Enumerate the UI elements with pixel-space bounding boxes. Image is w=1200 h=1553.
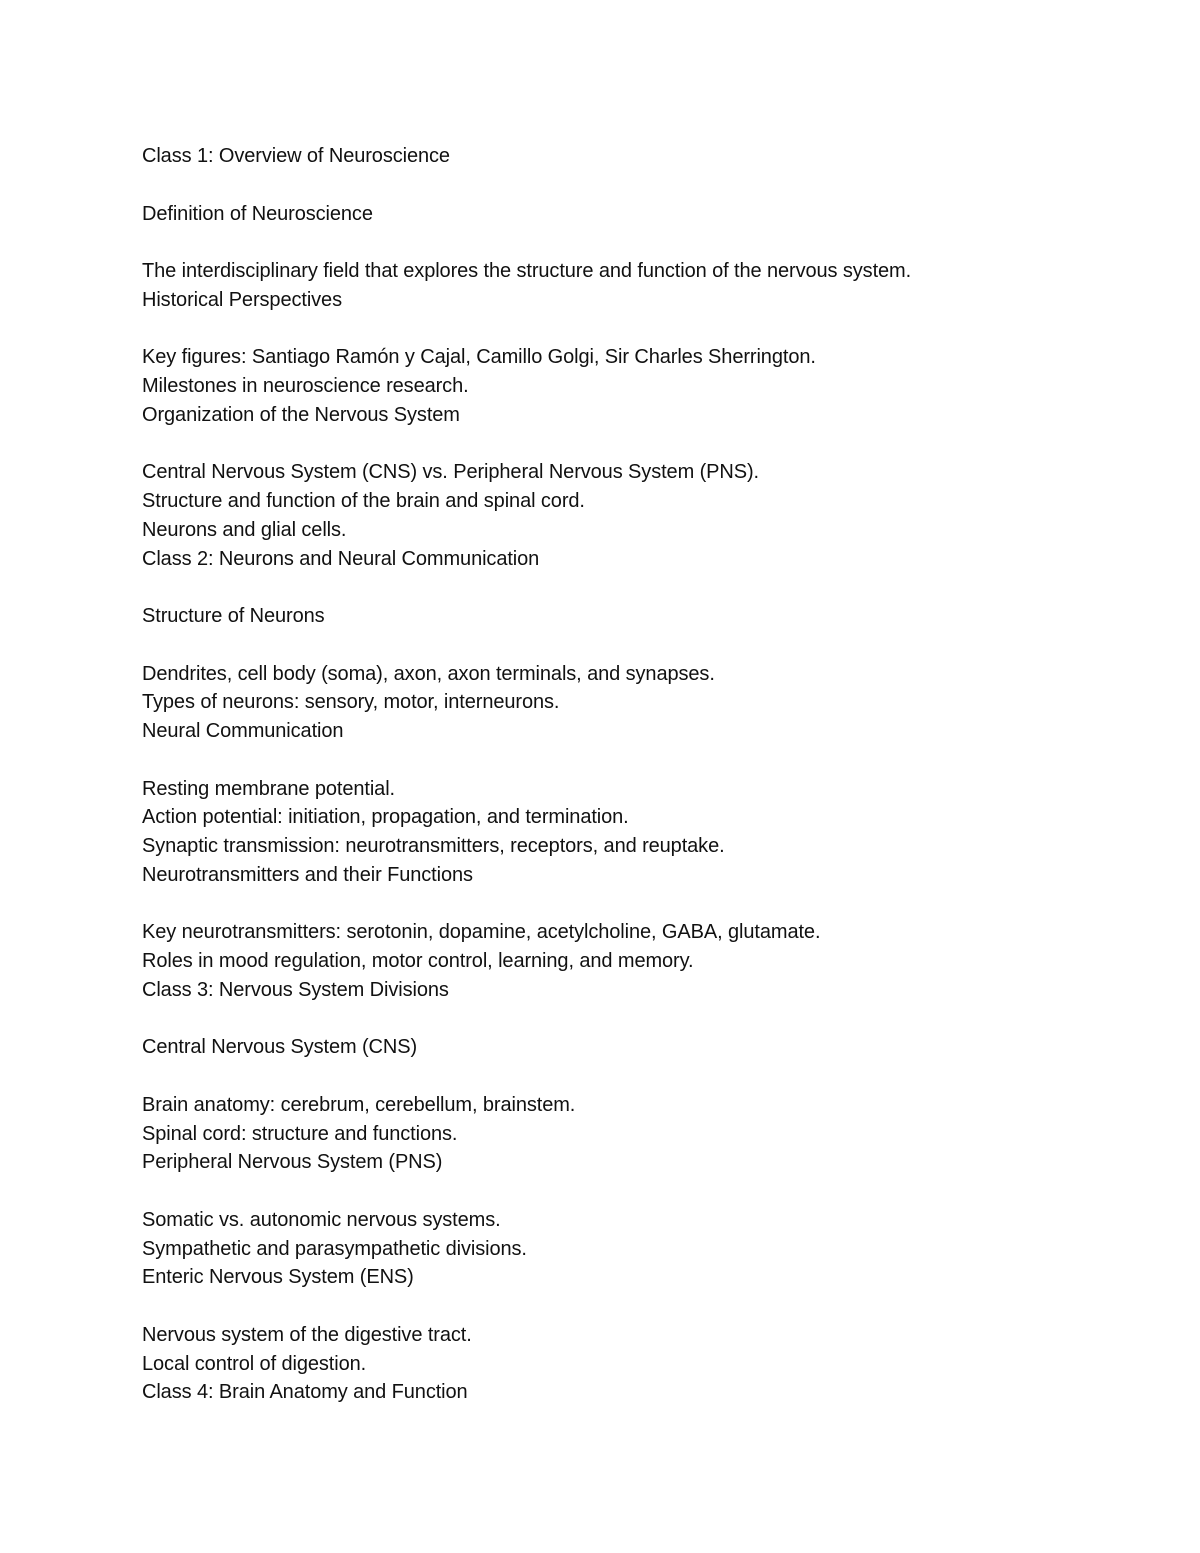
blank-line	[142, 171, 1102, 200]
text-line: Central Nervous System (CNS)	[142, 1036, 418, 1059]
blank-line	[142, 1062, 1102, 1091]
text-line: Synaptic transmission: neurotransmitters, receptors, and reuptake.	[142, 835, 725, 857]
class-heading: Class 3: Nervous System Divisions	[142, 978, 449, 1001]
blank-line	[142, 890, 1102, 919]
blank-line	[142, 430, 1102, 459]
blank-line	[142, 631, 1102, 660]
blank-line	[142, 573, 1102, 602]
text-line: Organization of the Nervous System	[142, 403, 460, 426]
document-body	[142, 142, 1102, 1407]
text-line: Central Nervous System (CNS) vs. Peripheral Nervous System (PNS).	[142, 461, 759, 484]
text-line: Resting membrane potential.	[142, 777, 395, 800]
blank-line	[142, 315, 1102, 344]
blank-line	[142, 1292, 1102, 1321]
text-line: Definition of Neuroscience	[142, 202, 373, 225]
text-line: Enteric Nervous System (ENS)	[142, 1266, 414, 1289]
blank-line	[142, 746, 1102, 775]
text-line: Structure and function of the brain and spinal cord.	[142, 490, 585, 512]
text-line: Dendrites, cell body (soma), axon, axon terminals, and synapses.	[142, 662, 715, 685]
blank-line	[142, 228, 1102, 257]
text-line: Neural Communication	[142, 720, 344, 742]
text-line: Somatic vs. autonomic nervous systems.	[142, 1208, 501, 1231]
text-line: Local control of digestion.	[142, 1352, 367, 1375]
class-heading: Class 1: Overview of Neuroscience	[142, 145, 450, 167]
text-line: Neurons and glial cells.	[142, 518, 347, 541]
class-heading: Class 4: Brain Anatomy and Function	[142, 1381, 468, 1404]
text-line: Roles in mood regulation, motor control, learning, and memory.	[142, 950, 694, 972]
text-line: Structure of Neurons	[142, 605, 325, 627]
text-line: Types of neurons: sensory, motor, interneurons.	[142, 691, 560, 714]
text-line: Historical Perspectives	[142, 288, 342, 311]
text-line: Sympathetic and parasympathetic divisions.	[142, 1237, 527, 1260]
blank-line	[142, 1177, 1102, 1206]
text-line: Peripheral Nervous System (PNS)	[142, 1151, 443, 1174]
text-line: Milestones in neuroscience research.	[142, 375, 469, 397]
text-line: Brain anatomy: cerebrum, cerebellum, brainstem.	[142, 1093, 576, 1116]
text-line: The interdisciplinary field that explores the structure and function of the nervous system.	[142, 260, 912, 282]
text-line: Spinal cord: structure and functions.	[142, 1122, 458, 1145]
blank-line	[142, 1005, 1102, 1034]
text-line: Neurotransmitters and their Functions	[142, 863, 473, 886]
class-heading: Class 2: Neurons and Neural Communication	[142, 547, 540, 570]
text-line: Action potential: initiation, propagation, and termination.	[142, 806, 629, 829]
text-line: Nervous system of the digestive tract.	[142, 1323, 472, 1346]
text-line: Key figures: Santiago Ramón y Cajal, Camillo Golgi, Sir Charles Sherrington.	[142, 346, 816, 369]
text-line: Key neurotransmitters: serotonin, dopamine, acetylcholine, GABA, glutamate.	[142, 921, 821, 944]
